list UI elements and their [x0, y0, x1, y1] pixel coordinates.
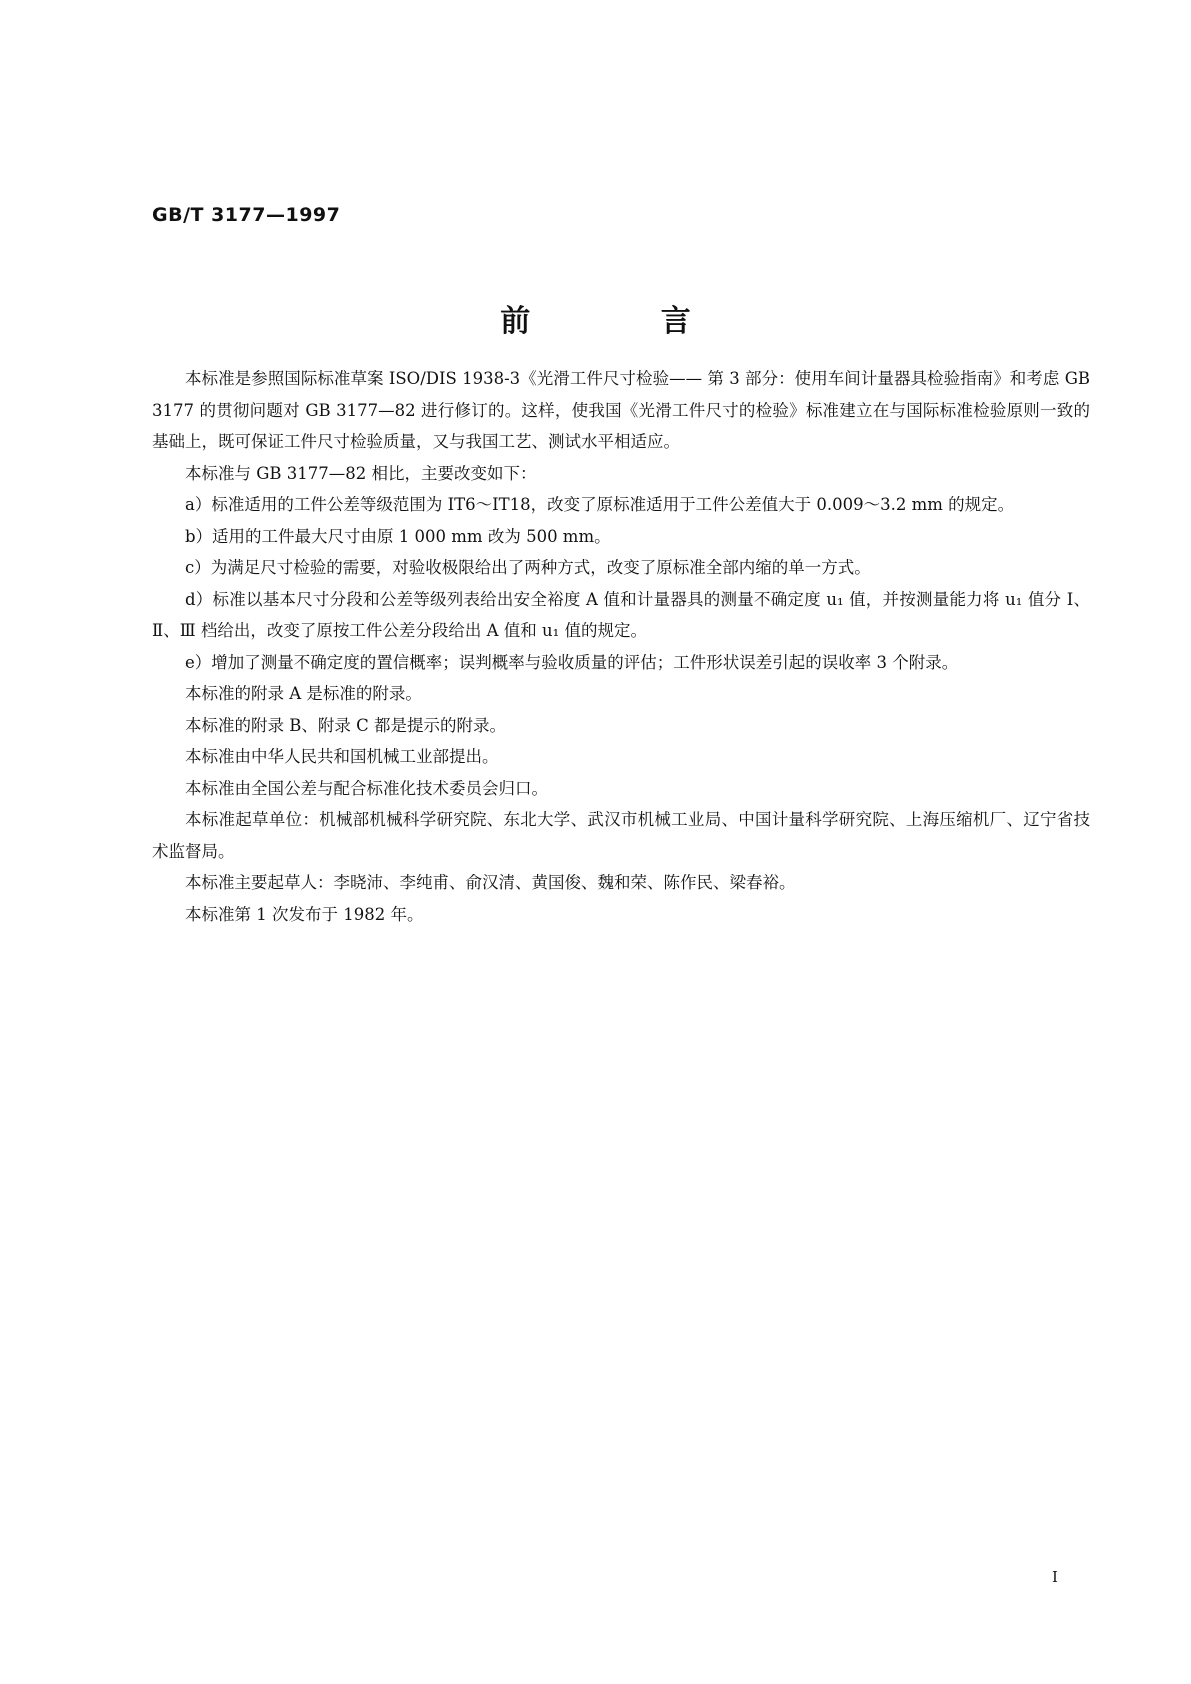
page-number: I [1052, 1568, 1058, 1586]
paragraph-appendix-a: 本标准的附录 A 是标准的附录。 [185, 684, 422, 703]
paragraph-drafters: 本标准主要起草人：李晓沛、李纯甫、俞汉清、黄国俊、魏和荣、陈作民、梁春裕。 [185, 873, 796, 892]
page-title: 前 言 [500, 304, 751, 339]
paragraph-appendix-bc: 本标准的附录 B、附录 C 都是提示的附录。 [185, 715, 506, 735]
paragraph-changes-intro: 本标准与 GB 3177—82 相比，主要改变如下： [185, 463, 537, 483]
paragraph-change-e: e）增加了测量不确定度的置信概率；误判概率与验收质量的评估；工件形状误差引起的误收率 3 个附录。 [185, 652, 959, 672]
paragraph-change-a: a）标准适用的工件公差等级范围为 IT6～IT18，改变了原标准适用于工件公差值大于 0.009～3.2 mm 的规定。 [185, 495, 1015, 514]
paragraph-drafting-units: 本标准起草单位：机械部机械科学研究院、东北大学、武汉市机械工业局、中国计量科学研究院、上海压缩机厂、辽宁省技术监督局。 [152, 810, 1090, 861]
paragraph-change-d: d）标准以基本尺寸分段和公差等级列表给出安全裕度 A 值和计量器具的测量不确定度 u₁ 值，并按测量能力将 u₁ 值分 Ⅰ、Ⅱ、Ⅲ 档给出，改变了原按工件公差分段给出 A 值和 u₁ 值的规定。 [152, 589, 1090, 640]
paragraph-committee: 本标准由全国公差与配合标准化技术委员会归口。 [185, 778, 548, 798]
paragraph-proposer: 本标准由中华人民共和国机械工业部提出。 [185, 747, 499, 766]
paragraph-intro: 本标准是参照国际标准草案 ISO/DIS 1938-3《光滑工件尺寸检验—— 第 3 部分：使用车间计量器具检验指南》和考虑 GB 3177 的贯彻问题对 GB 3177—82 进行修订的。这样，使我国《光滑工件尺寸的检验》标准建立在与国际标准检验原则一致的基础上，既可保证工件尺寸检验质量，又与我国工艺、测试水平相适应。 [152, 369, 1090, 451]
document-code: GB/T 3177—1997 [152, 204, 341, 226]
paragraph-first-release: 本标准第 1 次发布于 1982 年。 [185, 904, 424, 924]
preface-body [152, 363, 1090, 930]
paragraph-change-b: b）适用的工件最大尺寸由原 1 000 mm 改为 500 mm。 [185, 526, 611, 546]
paragraph-change-c: c）为满足尺寸检验的需要，对验收极限给出了两种方式，改变了原标准全部内缩的单一方式。 [185, 558, 871, 577]
